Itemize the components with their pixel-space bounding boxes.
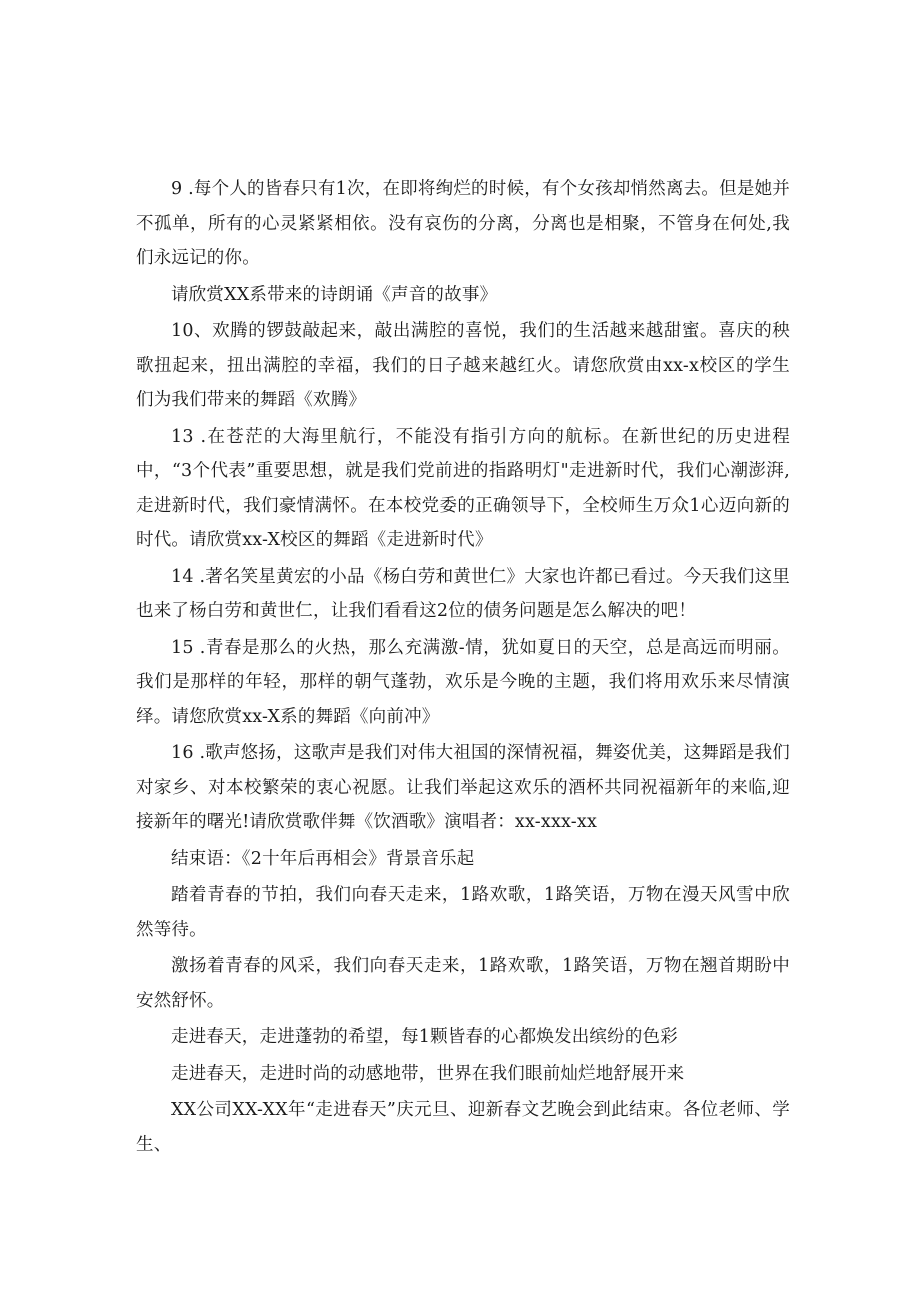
paragraph-closing-1: 踏着青春的节拍，我们向春天走来，1路欢歌，1路笑语，万物在漫天风雪中欣然等待。: [136, 885, 790, 940]
paragraph-closing-4: 走进春天，走进时尚的动感地带，世界在我们眼前灿烂地舒展开来: [171, 1063, 685, 1084]
paragraph-poem-intro: 请欣赏XX系带来的诗朗诵《声音的故事》: [171, 284, 498, 305]
paragraph-item-13: 13 .在苍茫的大海里航行，不能没有指引方向的航标。在新世纪的历史进程中，“3个代表”重要思想，就是我们党前进的指路明灯"走进新时代，我们心潮澎湃,走进新时代，我们豪情满怀。在本校党委的正确领导下，全校师生万众1心迈向新的时代。请欣赏xx-X校区的舞蹈《走进新时代》: [136, 426, 790, 550]
paragraph-item-15: 15 .青春是那么的火热，那么充满激-情，犹如夏日的天空，总是高远而明丽。我们是那样的年轻，那样的朝气蓬勃，欢乐是今晚的主题，我们将用欢乐来尽情演绎。请您欣赏xx-X系的舞蹈《向前冲》: [136, 637, 790, 727]
paragraph-closing-3: 走进春天，走进蓬勃的希望，每1颗皆春的心都焕发出缤纷的色彩: [171, 1027, 678, 1047]
paragraph-item-10: 10、欢腾的锣鼓敲起来，敲出满腔的喜悦，我们的生活越来越甜蜜。喜庆的秧歌扭起来，扭出满腔的幸福，我们的日子越来越红火。请您欣赏由xx-x校区的学生们为我们带来的舞蹈《欢腾》: [136, 321, 790, 410]
document-body: [136, 172, 790, 1164]
paragraph-closing-5: XX公司XX-XX年“走进春天”庆元旦、迎新春文艺晚会到此结束。各位老师、学生、: [136, 1100, 790, 1155]
paragraph-item-9: 9 .每个人的皆春只有1次，在即将绚烂的时候，有个女孩却悄然离去。但是她并不孤单，所有的心灵紧紧相依。没有哀伤的分离，分离也是相聚，不管身在何处,我们永远记的你。: [136, 179, 790, 268]
paragraph-item-16: 16 .歌声悠扬，这歌声是我们对伟大祖国的深情祝福，舞姿优美，这舞蹈是我们对家乡、对本校繁荣的衷心祝愿。让我们举起这欢乐的酒杯共同祝福新年的来临,迎接新年的曙光!请欣赏歌伴舞《饮酒歌》演唱者：xx-xxx-xx: [136, 743, 790, 832]
paragraph-closing-2: 激扬着青春的风采，我们向春天走来，1路欢歌，1路笑语，万物在翘首期盼中安然舒怀。: [136, 956, 790, 1011]
paragraph-item-14: 14 .著名笑星黄宏的小品《杨白劳和黄世仁》大家也许都已看过。今天我们这里也来了杨白劳和黄世仁，让我们看看这2位的债务问题是怎么解决的吧！: [136, 566, 790, 621]
paragraph-closing-heading: 结束语：《2十年后再相会》背景音乐起: [171, 848, 475, 869]
